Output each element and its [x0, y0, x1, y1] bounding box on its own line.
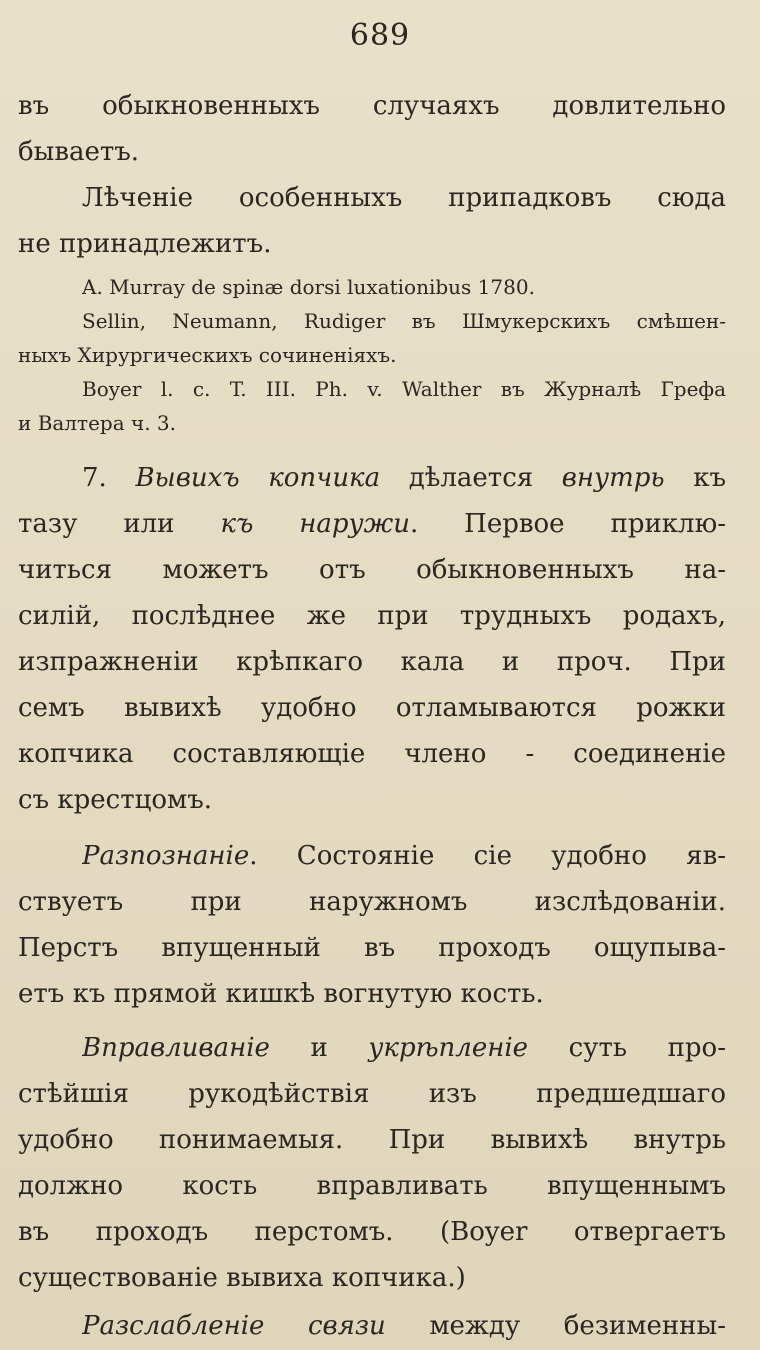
text-line: въ проходъ перстомъ. (Boyer отвергаетъ [18, 1217, 726, 1247]
text-line: Перстъ впущенный въ проходъ ощупыва- [18, 933, 726, 963]
section-number: 7. [82, 463, 136, 493]
text-line: ствуетъ при наружномъ изслѣдованіи. [18, 887, 726, 917]
diagnosis-heading-line: Разпознаніе. Состояніе сіе удобно яв- [82, 841, 726, 871]
section-term: Вывихъ копчика [135, 463, 381, 493]
relaxation-term: Разслабленіе [82, 1311, 265, 1341]
text-line: должно кость вправливать впущеннымъ [18, 1171, 726, 1201]
fixation-term: укрѣпленіе [368, 1033, 529, 1063]
reference-line: Boyer l. c. T. III. Ph. v. Walther въ Журналѣ Грефа [82, 377, 726, 401]
text-line: существованіе вывиха копчика.) [18, 1263, 466, 1293]
text-line: въ обыкновенныхъ случаяхъ довлительно [18, 91, 726, 121]
treatment-term: Вправливаніе [82, 1033, 270, 1063]
text-line: изпражненіи крѣпкаго кала и проч. При [18, 647, 726, 677]
text-line: читься можетъ отъ обыкновенныхъ на- [18, 555, 726, 585]
page-number: 689 [349, 18, 411, 53]
text-line: силій, послѣднее же при трудныхъ родахъ, [18, 601, 726, 631]
text-line: Лѣченіе особенныхъ припадковъ сюда [82, 183, 726, 213]
relaxation-heading-line: Разслабленіе связи между безименны- [82, 1311, 726, 1341]
emphasis-inward: внутрь [561, 463, 665, 493]
text-line: семъ вывихѣ удобно отламываются рожки [18, 693, 726, 723]
text-line: етъ къ прямой кишкѣ вогнутую кость. [18, 979, 544, 1009]
reference-line: Sellin, Neumann, Rudiger въ Шмукерскихъ смѣшен- [82, 309, 726, 333]
treatment-heading-line: Вправливаніе и укрѣпленіе суть про- [82, 1033, 726, 1063]
reference-line: и Валтера ч. 3. [18, 411, 177, 435]
text-line: не принадлежитъ. [18, 229, 272, 259]
diagnosis-term: Разпознаніе [82, 841, 250, 871]
text-line: удобно понимаемыя. При вывихѣ внутрь [18, 1125, 726, 1155]
text-line: копчика составляющіе члено - соединеніе [18, 739, 726, 769]
reference-line: ныхъ Хирургическихъ сочиненіяхъ. [18, 343, 397, 367]
text-line: бываетъ. [18, 137, 140, 167]
reference-line: A. Murray de spinæ dorsi luxationibus 1780. [82, 275, 535, 299]
emphasis-outward: къ наружи [220, 509, 410, 539]
text-line: съ крестцомъ. [18, 785, 212, 815]
text-line: стѣйшія рукодѣйствія изъ предшедшаго [18, 1079, 726, 1109]
ligament-term: связи [307, 1311, 386, 1341]
section-7-heading-line: 7. Вывихъ копчика дѣлается внутрь къ [82, 463, 726, 493]
text-line: тазу или къ наружи. Первое приклю- [18, 509, 726, 539]
